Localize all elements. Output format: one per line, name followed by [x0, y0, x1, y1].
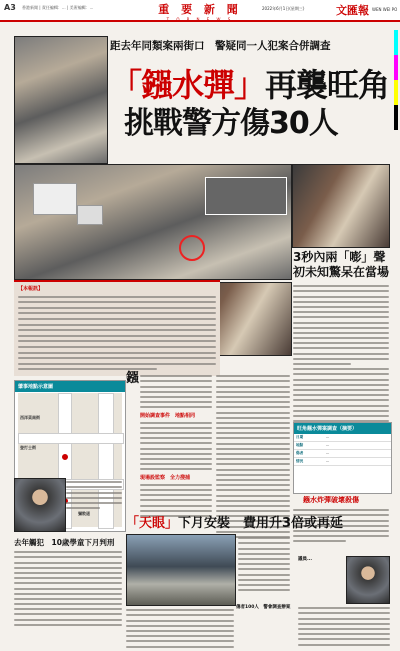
lead-story-box — [14, 280, 220, 376]
bottom-right-text — [298, 604, 390, 649]
photo-street-aerial — [14, 36, 108, 164]
info-row: 傷者 ... — [294, 450, 391, 458]
info-row: 地點 ... — [294, 442, 391, 450]
photo-victim — [292, 164, 390, 248]
right-side-headline: 鏹水炸彈破壞殺傷 — [303, 496, 359, 504]
newspaper-logo-en: WEN WEI PO — [372, 7, 398, 12]
tianyan-headline-rest: 下月安裝 費用升3倍或再延 — [178, 516, 344, 531]
overhead-headline: 距去年同類案兩街口 警疑同一人犯案合併調查 — [110, 40, 331, 52]
section-title-en: T O P N E W S — [166, 17, 234, 22]
map-pin-icon — [61, 453, 69, 461]
left-story-headline: 去年觸犯 10歲學童下月判刑 — [14, 538, 115, 547]
page-number: A3 — [4, 3, 16, 12]
map-label-4: 彌敦道 — [78, 511, 90, 516]
drop-cap: 鏹 — [126, 371, 140, 386]
highlight-circle — [179, 235, 205, 261]
tianyan-headline-red: 「天眼」 — [126, 516, 179, 531]
issue-date: 2022年6月1日(星期三) — [262, 6, 305, 11]
section-title-zh: 重 要 新 聞 — [158, 3, 242, 16]
vehicle-shape — [77, 205, 103, 225]
main-headline-rest: 再襲旺角 — [265, 66, 390, 104]
map-title: 肇事地點示意圖 — [15, 381, 125, 392]
side-story-text — [293, 282, 389, 430]
info-box — [293, 422, 392, 494]
info-box-title: 旺角鏹水彈案調查（摘要） — [294, 423, 391, 434]
ambulance-shape — [33, 183, 77, 215]
print-color-bar — [394, 30, 398, 130]
inset-photo — [205, 177, 287, 215]
info-row: 情況 ... — [294, 458, 391, 466]
section-title — [150, 1, 250, 22]
bottom-photo-caption: 傷者100人 警會調查辦案 — [236, 605, 291, 610]
portrait-caption: 議員... — [298, 557, 313, 562]
side-story-head-line1: 3秒內兩「嘭」聲 — [293, 250, 386, 264]
bottom-center-text — [126, 606, 234, 651]
photo-portrait — [346, 556, 390, 604]
side-story-head-line2: 初未知驚呆在當場 — [293, 265, 390, 279]
column-subhead-1: 開始調查事件 地點相同 — [140, 412, 196, 419]
info-row: 日期 ... — [294, 434, 391, 442]
left-story-text — [14, 548, 122, 629]
officer-caption-text — [66, 478, 122, 512]
newspaper-logo: 文匯報 — [336, 4, 369, 17]
main-headline-red: 「鏹水彈」 — [110, 66, 266, 104]
map-label-1: 西洋菜南街 — [20, 415, 40, 420]
photo-scene-main — [14, 164, 292, 280]
tianyan-text — [238, 534, 290, 594]
editor-credits: 香港新聞 | 責任編輯：... | 美術編輯：... — [22, 5, 94, 10]
side-story-headline — [293, 250, 389, 280]
photo-officer — [14, 478, 66, 532]
photo-street-tram — [126, 534, 236, 606]
column-subhead-2: 現場設監察 全力搜捕 — [140, 474, 191, 481]
lead-story-tag: 【本報訊】 — [18, 286, 44, 292]
second-headline: 挑戰警方傷30人 — [124, 106, 338, 141]
body-column-1 — [140, 372, 212, 520]
tianyan-headline — [126, 512, 343, 531]
map-label-2: 登打士街 — [20, 445, 36, 450]
map-road-horizontal-1 — [18, 433, 124, 444]
